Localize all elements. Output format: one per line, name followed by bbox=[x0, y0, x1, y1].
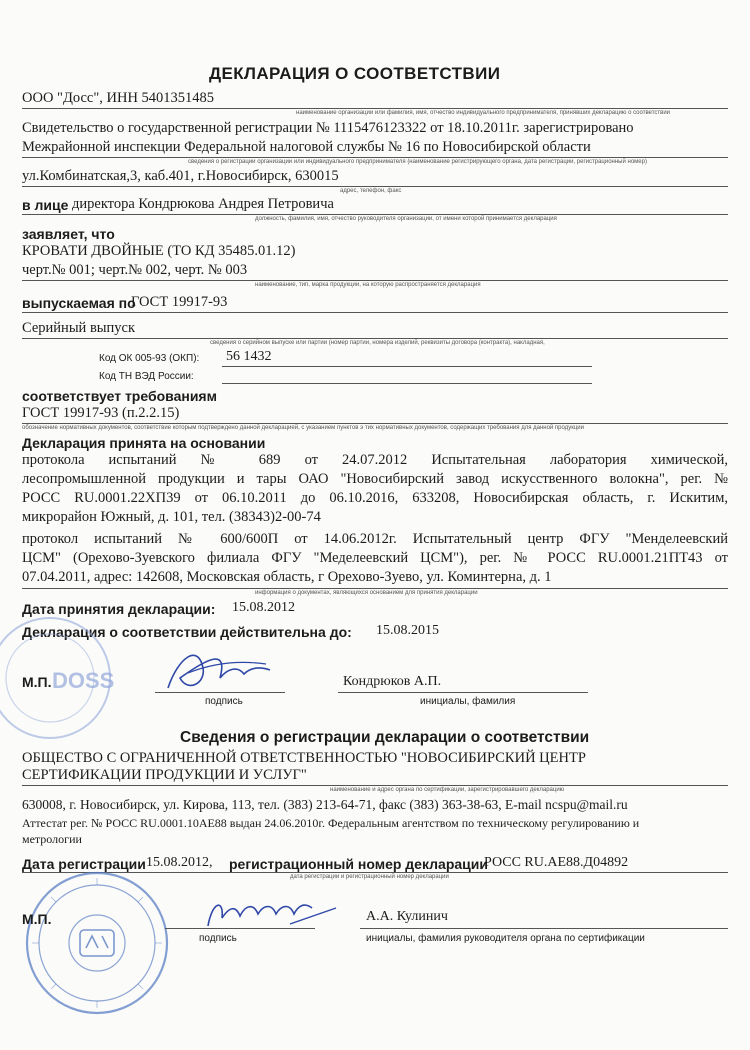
signer2-underline bbox=[360, 928, 728, 929]
basis-p1-line3: РОСС RU.0001.22ХП39 от 06.10.2011 до 06.10.2016, 633208, Новосибирская область, г. Искитим, bbox=[22, 490, 728, 506]
signer2-name: А.А. Кулинич bbox=[366, 909, 448, 924]
signer1-caption: инициалы, фамилия bbox=[420, 696, 516, 707]
signature1-mark bbox=[158, 638, 278, 698]
reg-attestat-line1: Аттестат рег. № РОСС RU.0001.10АЕ88 выдан 24.06.2010г. Федеральным агентством по техническому регулированию и bbox=[22, 816, 640, 830]
address-underline bbox=[22, 186, 728, 187]
basis-underline bbox=[22, 588, 728, 589]
conforms-label: соответствует требованиям bbox=[22, 388, 217, 404]
signer1-name: Кондрюков А.П. bbox=[343, 674, 442, 689]
produced-label: выпускаемая по bbox=[22, 295, 136, 311]
representative-caption: должность, фамилия, имя, отчество руководителя организации, от имени которой принимается декларация bbox=[255, 216, 557, 222]
mp-label-2: М.П. bbox=[22, 911, 52, 927]
basis-p2-line2: ЦСМ" (Орехово-Зуевского филиала ФГУ "Меделеевский ЦСМ"), рег. № РОСС RU.0001.21ПТ43 от bbox=[22, 550, 728, 566]
representative-label: в лице bbox=[22, 197, 69, 213]
valid-until-label: Декларация о соответствии действительна до: bbox=[22, 624, 352, 640]
address-caption: адрес, телефон, факс bbox=[340, 188, 402, 194]
basis-p2-line3: 07.04.2011, адрес: 142608, Московская область, г Орехово-Зуево, ул. Коминтерна, д. 1 bbox=[22, 569, 552, 585]
registration-caption: сведения о регистрации организации или индивидуального предпринимателя (наименование регистрирующего органа, дата регистрации, регистрационный номер) bbox=[188, 159, 647, 165]
signer2-caption: инициалы, фамилия руководителя органа по сертификации bbox=[366, 933, 645, 944]
basis-p1-line2: лесопромышленной продукции и тары ОАО "Новосибирский завод искусственного волокна", рег. № bbox=[22, 471, 728, 487]
registration-line1: Свидетельство о государственной регистрации № 1115476123322 от 18.10.2011г. зарегистрировано bbox=[22, 120, 634, 136]
applicant-underline bbox=[22, 108, 728, 109]
code-tn-underline bbox=[222, 383, 592, 384]
produced-value: ГОСТ 19917-93 bbox=[131, 294, 228, 310]
applicant-value: ООО "Досс", ИНН 5401351485 bbox=[22, 90, 215, 106]
valid-until-value: 15.08.2015 bbox=[376, 623, 439, 638]
reg-org-line2: СЕРТИФИКАЦИИ ПРОДУКЦИИ И УСЛУГ" bbox=[22, 767, 307, 783]
applicant-caption: наименование организации или фамилия, имя, отчество индивидуального предпринимателя, принявших декларацию о соответствии bbox=[296, 110, 671, 116]
reg-number-caption: дата регистрации и регистрационный номер декларации bbox=[290, 874, 449, 880]
representative-underline bbox=[22, 214, 728, 215]
accepted-date-value: 15.08.2012 bbox=[232, 600, 295, 615]
basis-p2-line1: протокол испытаний № 600/600П от 14.06.2012г. Испытательный центр ФГУ "Менделеевский bbox=[22, 531, 728, 547]
reg-number-value: РОСС RU.AE88.Д04892 bbox=[484, 855, 629, 870]
basis-caption: информация о документах, являющихся основанием для принятия декларации bbox=[255, 590, 478, 596]
conforms-value: ГОСТ 19917-93 (п.2.2.15) bbox=[22, 405, 180, 421]
reg-org-caption: наименование и адрес органа по сертификации, зарегистрировавшего декларацию bbox=[330, 787, 565, 793]
accepted-date-label: Дата принятия декларации: bbox=[22, 601, 216, 617]
registration-line2: Межрайонной инспекции Федеральной налоговой службы № 16 по Новосибирской области bbox=[22, 139, 591, 155]
serial-caption: сведения о серийном выпуске или партии (номер партии, номера изделий, реквизиты договора (контракта), накладная, bbox=[210, 340, 545, 346]
serial-value: Серийный выпуск bbox=[22, 320, 136, 336]
signature2-caption: подпись bbox=[199, 933, 237, 944]
basis-label: Декларация принята на основании bbox=[22, 435, 266, 451]
company-stamp-text: DOSS bbox=[52, 668, 115, 693]
reg-number-label: регистрационный номер декларации bbox=[229, 856, 488, 872]
product-underline bbox=[22, 280, 728, 281]
product-caption: наименование, тип, марка продукции, на которую распространяется декларация bbox=[255, 282, 481, 288]
code-ok-underline bbox=[222, 366, 592, 367]
reg-org-underline bbox=[22, 785, 728, 786]
reg-address: 630008, г. Новосибирск, ул. Кирова, 113, тел. (383) 213-64-71, факс (383) 363-38-63, E-mail ncspu@mail.ru bbox=[22, 797, 628, 812]
reg-org-line1: ОБЩЕСТВО С ОГРАНИЧЕННОЙ ОТВЕТСТВЕННОСТЬЮ "НОВОСИБИРСКИЙ ЦЕНТР bbox=[22, 750, 586, 766]
serial-underline bbox=[22, 338, 728, 339]
conforms-caption: обозначение нормативных документов, соответствие которым подтверждено данной декларацией, с указанием пунктов э тих нормативных документов, содержащих требования для данной продукции bbox=[22, 425, 584, 431]
certification-stamp bbox=[22, 868, 172, 1018]
company-stamp bbox=[0, 616, 140, 740]
code-tn-label: Код ТН ВЭД России: bbox=[99, 371, 194, 382]
code-ok-value: 56 1432 bbox=[226, 349, 272, 364]
reg-date-label: Дата регистрации bbox=[22, 856, 146, 872]
reg-attestat-line2: метрологии bbox=[22, 832, 82, 846]
mp-label-1: М.П. bbox=[22, 674, 52, 690]
declares-label: заявляет, что bbox=[22, 226, 115, 242]
basis-p1-line1: протокола испытаний № 689 от 24.07.2012 Испытательная лаборатория химической, bbox=[22, 452, 728, 468]
code-ok-label: Код ОК 005-93 (ОКП): bbox=[99, 353, 200, 364]
product-line1: КРОВАТИ ДВОЙНЫЕ (ТО КД 35485.01.12) bbox=[22, 243, 296, 259]
basis-p1-line4: микрорайон Южный, д. 101, тел. (38343)2-00-74 bbox=[22, 509, 321, 525]
representative-value: директора Кондрюкова Андрея Петровича bbox=[72, 196, 334, 212]
address-value: ул.Комбинатская,3, каб.401, г.Новосибирск, 630015 bbox=[22, 168, 339, 184]
document-title: ДЕКЛАРАЦИЯ О СООТВЕТСТВИИ bbox=[209, 64, 501, 83]
reg-section-title: Сведения о регистрации декларации о соответствии bbox=[180, 729, 590, 746]
signature1-caption: подпись bbox=[205, 696, 243, 707]
product-line2: черт.№ 001; черт.№ 002, черт. № 003 bbox=[22, 262, 248, 278]
registration-underline bbox=[22, 157, 728, 158]
signature2-mark bbox=[200, 888, 340, 936]
produced-underline bbox=[22, 312, 728, 313]
conforms-underline bbox=[22, 423, 728, 424]
signer1-underline bbox=[338, 692, 588, 693]
reg-date-value: 15.08.2012, bbox=[146, 855, 213, 870]
